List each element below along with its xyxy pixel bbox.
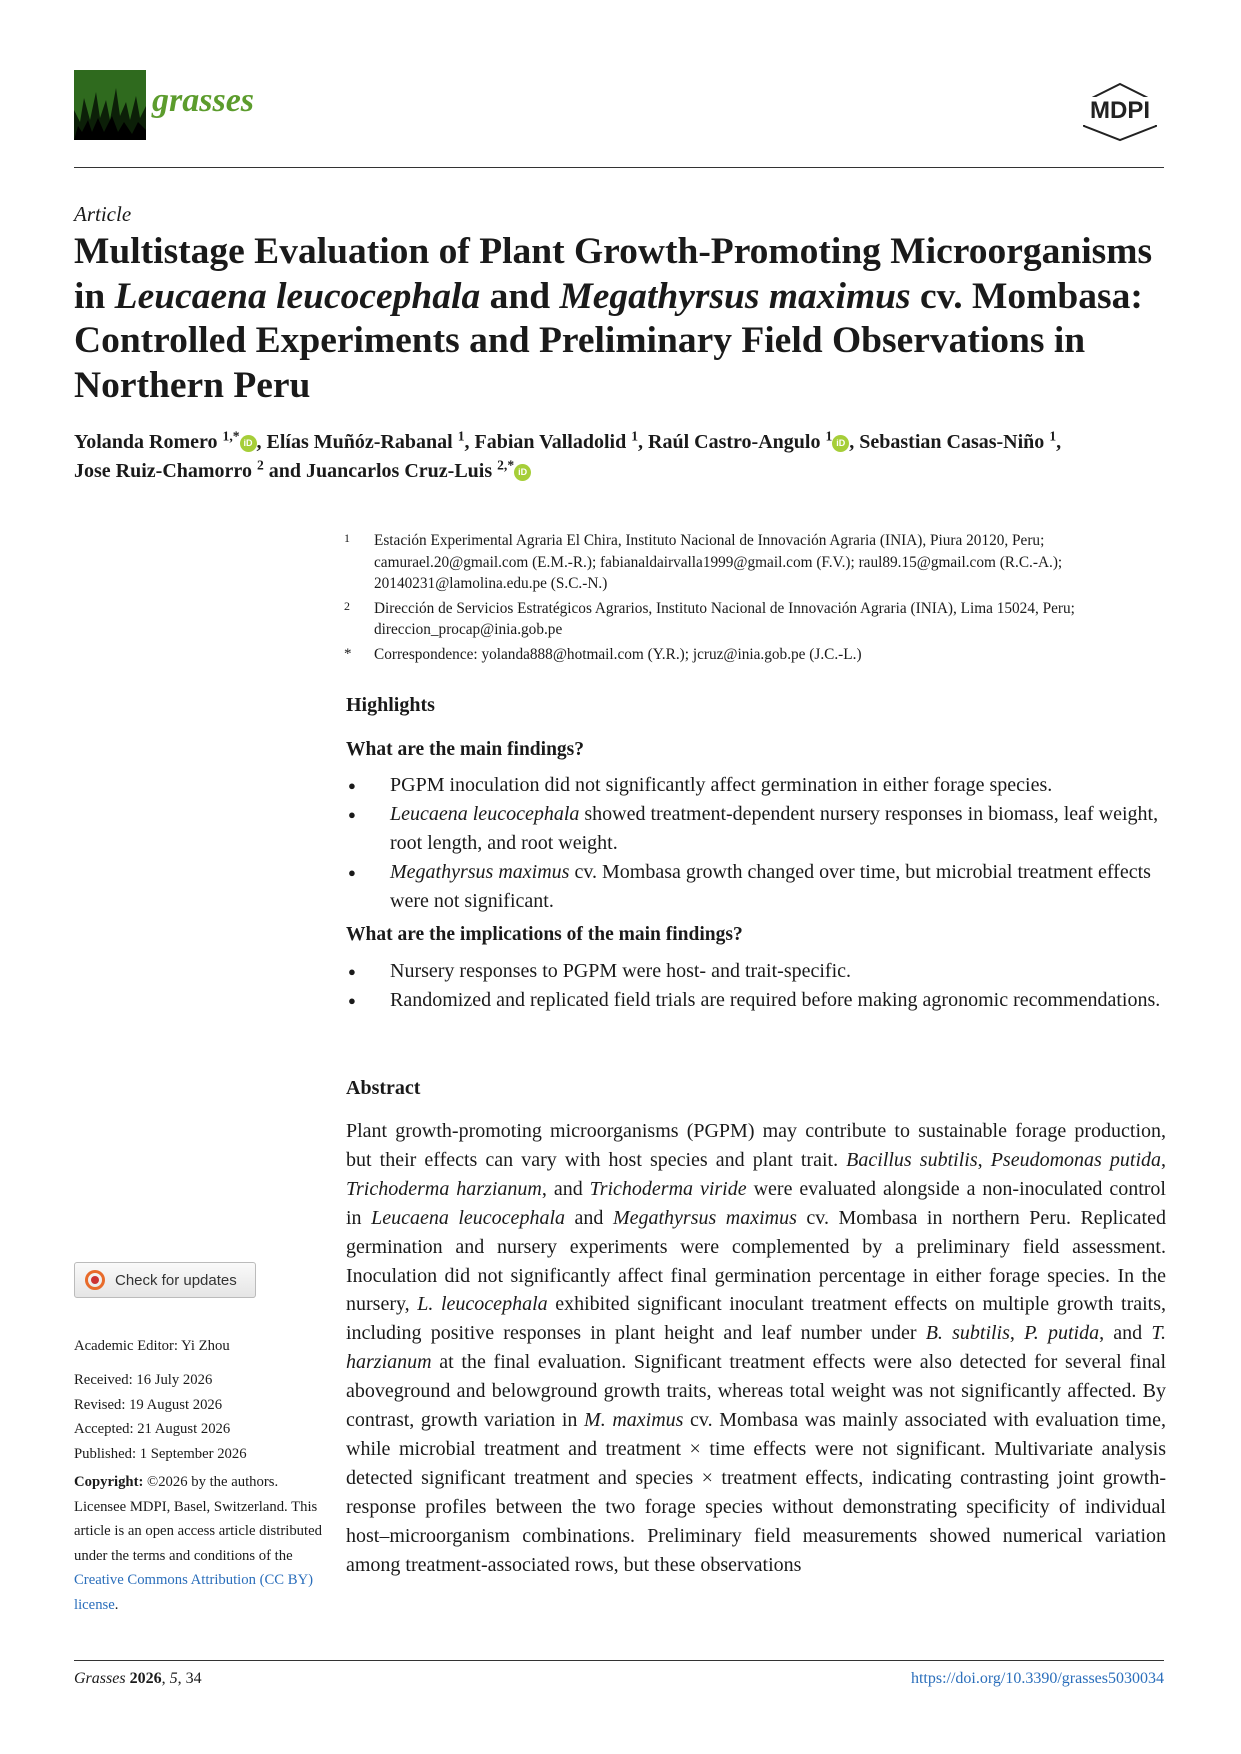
author-name: Jose Ruiz-Chamorro	[74, 460, 252, 482]
species-name: B. subtilis	[925, 1322, 1010, 1345]
abstract-text: , and	[1099, 1322, 1152, 1345]
copyright-notice	[74, 1470, 324, 1617]
author-separator: ,	[849, 431, 860, 453]
species-name: Megathyrsus maximus	[390, 861, 570, 883]
header-divider	[74, 167, 1164, 168]
abstract-text: at the final evaluation. Significant treatment effects were also detected for several final aboveground and belowground growth traits, whereas total weight was not significantly affected. By contrast, growth variation in	[346, 1351, 1166, 1432]
bullet-text: showed treatment-dependent nursery responses in biomass, leaf weight, root length, and root weight.	[390, 803, 1159, 854]
date-item: Received: 16 July 2026	[74, 1372, 213, 1388]
findings-list	[346, 771, 1166, 916]
bullet-text: Nursery responses to PGPM were host- and trait-specific.	[390, 960, 852, 982]
author-name: Elías Muñóz-Rabanal	[266, 431, 453, 453]
affiliation-mark: 2	[344, 598, 350, 613]
title-text: and	[480, 275, 560, 317]
abstract-text: ,	[977, 1148, 991, 1171]
species-name: Leucaena leucocephala	[371, 1206, 565, 1229]
highlight-bullet	[346, 771, 1166, 800]
abstract-text: ,	[1161, 1148, 1167, 1171]
bullet-text: cv. Mombasa growth changed over time, but microbial treatment effects were not significant.	[390, 861, 1151, 912]
affiliations	[344, 530, 1166, 668]
date-item: Published: 1 September 2026	[74, 1445, 247, 1462]
publisher-logo	[1076, 82, 1164, 142]
author-affiliation-mark: 1,*	[222, 428, 240, 444]
affiliation-text: Dirección de Servicios Estratégicos Agrarios, Instituto Nacional de Innovación Agraria (INIA), Lima 15024, Peru; direccion_procap@inia.gob.pe	[374, 599, 1075, 638]
author-affiliation-mark: 2	[256, 457, 264, 473]
author-list	[74, 428, 1174, 486]
affiliation-mark: *	[344, 645, 352, 662]
doi-link[interactable]: https://doi.org/10.3390/grasses5030034	[910, 1670, 1164, 1687]
implications-list	[346, 957, 1166, 1015]
highlights-heading: Highlights	[346, 694, 435, 716]
date-item: Accepted: 21 August 2026	[74, 1421, 231, 1437]
grass-logo-icon	[74, 70, 146, 140]
findings-heading: What are the main findings?	[346, 739, 584, 760]
footer-article-number: 34	[185, 1670, 202, 1687]
author-separator: ,	[256, 431, 267, 453]
highlight-bullet	[346, 957, 1166, 986]
species-name: Leucaena leucocephala	[390, 803, 580, 825]
species-name: Trichoderma viride	[589, 1177, 747, 1200]
abstract-body	[346, 1117, 1166, 1580]
footer-citation: Grasses 2026, 5, 34	[74, 1670, 202, 1687]
author-affiliation-mark: 1	[825, 428, 833, 444]
publication-dates	[74, 1368, 247, 1466]
academic-editor: Academic Editor: Yi Zhou	[74, 1338, 230, 1354]
author-separator: ,	[464, 431, 475, 453]
title-species-2: Megathyrsus maximus	[559, 275, 911, 317]
affiliation-mark: 1	[344, 531, 350, 545]
species-name: T. harzianum	[346, 1322, 1167, 1374]
author-separator: ,	[638, 431, 649, 453]
abstract-text: cv. Mombasa was mainly associated with evaluation time, while microbial treatment and treatment × time effects were not significant. Multivariate analysis detected significant treatment and species × treatment effects, indicating contrasting joint growth-response profiles between the two forage species without demonstrating specificity of individual host–microorganism combinations. Preliminary field measurements showed numerical variation among treatment-associated rows, but these observations	[346, 1409, 1166, 1576]
article-type: Article	[74, 202, 132, 226]
copyright-text: ©2026 by the authors. Licensee MDPI, Basel, Switzerland. This article is an open access article distributed under the terms and conditions of the	[74, 1474, 322, 1564]
author-name: Juancarlos Cruz-Luis	[306, 460, 493, 482]
footer-year: 2026	[129, 1670, 162, 1687]
author-affiliation-mark: 1	[457, 428, 465, 444]
author-affiliation-mark: 2,*	[497, 457, 515, 473]
highlight-bullet	[346, 800, 1166, 858]
highlight-bullet	[346, 986, 1166, 1015]
publisher-name: MDPI	[1078, 97, 1162, 125]
affiliation-item	[344, 530, 1166, 595]
affiliation-item	[344, 598, 1166, 641]
abstract-text: ,	[1009, 1322, 1025, 1345]
check-for-updates-button[interactable]	[74, 1262, 256, 1298]
author-separator: and	[263, 460, 306, 482]
author-separator: ,	[1056, 431, 1062, 453]
abstract-text: , and	[541, 1177, 590, 1200]
species-name: P. putida	[1024, 1322, 1100, 1345]
affiliation-text: Correspondence: yolanda888@hotmail.com (Y.R.); jcruz@inia.gob.pe (J.C.-L.)	[374, 645, 862, 663]
journal-logo	[74, 70, 146, 140]
species-name: Pseudomonas putida	[990, 1148, 1162, 1171]
footer-divider	[74, 1660, 1164, 1661]
abstract-text: were evaluated alongside a non-inoculated control in	[346, 1177, 1166, 1229]
bullet-text: Randomized and replicated field trials are required before making agronomic recommendations.	[390, 989, 1161, 1011]
orcid-icon[interactable]: iD	[514, 464, 531, 481]
author-name: Raúl Castro-Angulo	[648, 431, 821, 453]
bullet-text: PGPM inoculation did not significantly affect germination in either forage species.	[390, 774, 1053, 796]
species-name: L. leucocephala	[417, 1293, 548, 1316]
abstract-heading: Abstract	[346, 1077, 421, 1099]
footer-journal: Grasses	[74, 1670, 126, 1687]
abstract-text: Plant growth-promoting microorganisms (PGPM) may contribute to sustainable forage production, but their effects can vary with host species and plant trait.	[346, 1120, 1166, 1171]
footer-volume: 5	[169, 1670, 178, 1687]
affiliation-item	[344, 644, 1166, 666]
check-updates-icon	[85, 1270, 105, 1290]
journal-name: grasses	[152, 82, 255, 119]
author-name: Sebastian Casas-Niño	[859, 431, 1045, 453]
implications-heading: What are the implications of the main findings?	[346, 924, 743, 945]
title-text: Multistage Evaluation of Plant Growth-Promoting Microorganisms in	[74, 231, 1153, 317]
highlight-bullet	[346, 858, 1166, 916]
species-name: Bacillus subtilis	[846, 1148, 978, 1171]
article-title	[74, 230, 1174, 408]
title-text: cv. Mombasa: Controlled Experiments and Preliminary Field Observations in Northern Peru	[74, 275, 1143, 406]
date-item: Revised: 19 August 2026	[74, 1396, 223, 1413]
orcid-icon[interactable]: iD	[832, 435, 849, 452]
abstract-text: and	[565, 1206, 613, 1229]
title-species-1: Leucaena leucocephala	[114, 275, 481, 317]
author-name: Yolanda Romero	[74, 431, 218, 453]
author-name: Fabian Valladolid	[474, 431, 627, 453]
copyright-end: .	[114, 1596, 119, 1613]
affiliation-text: Estación Experimental Agraria El Chira, Instituto Nacional de Innovación Agraria (INIA), Piura 20120, Peru; camurael.20@gmail.com (E.M.-R.); fabianaldairvalla1999@gmail.com (F.V.); raul89.15@gmail.com (R.C.-A.); 20140231@lamolina.edu.pe (S.C.-N.)	[374, 532, 1063, 592]
species-name: M. maximus	[584, 1409, 684, 1432]
abstract-text: cv. Mombasa in northern Peru. Replicated germination and nursery experiments were complemented by a preliminary field assessment. Inoculation did not significantly affect final germination percentage in either forage species. In the nursery,	[346, 1206, 1166, 1316]
check-updates-label: Check for updates	[115, 1271, 237, 1289]
species-name: Trichoderma harzianum	[346, 1177, 542, 1200]
author-affiliation-mark: 1	[631, 428, 639, 444]
species-name: Megathyrsus maximus	[612, 1206, 797, 1229]
copyright-label: Copyright:	[74, 1474, 144, 1490]
abstract-text: exhibited significant inoculant treatment effects on multiple growth traits, including positive responses in plant height and leaf number under	[346, 1293, 1166, 1345]
author-affiliation-mark: 1	[1049, 428, 1057, 444]
license-link[interactable]: Creative Commons Attribution (CC BY) license	[74, 1572, 314, 1613]
orcid-icon[interactable]: iD	[240, 435, 257, 452]
